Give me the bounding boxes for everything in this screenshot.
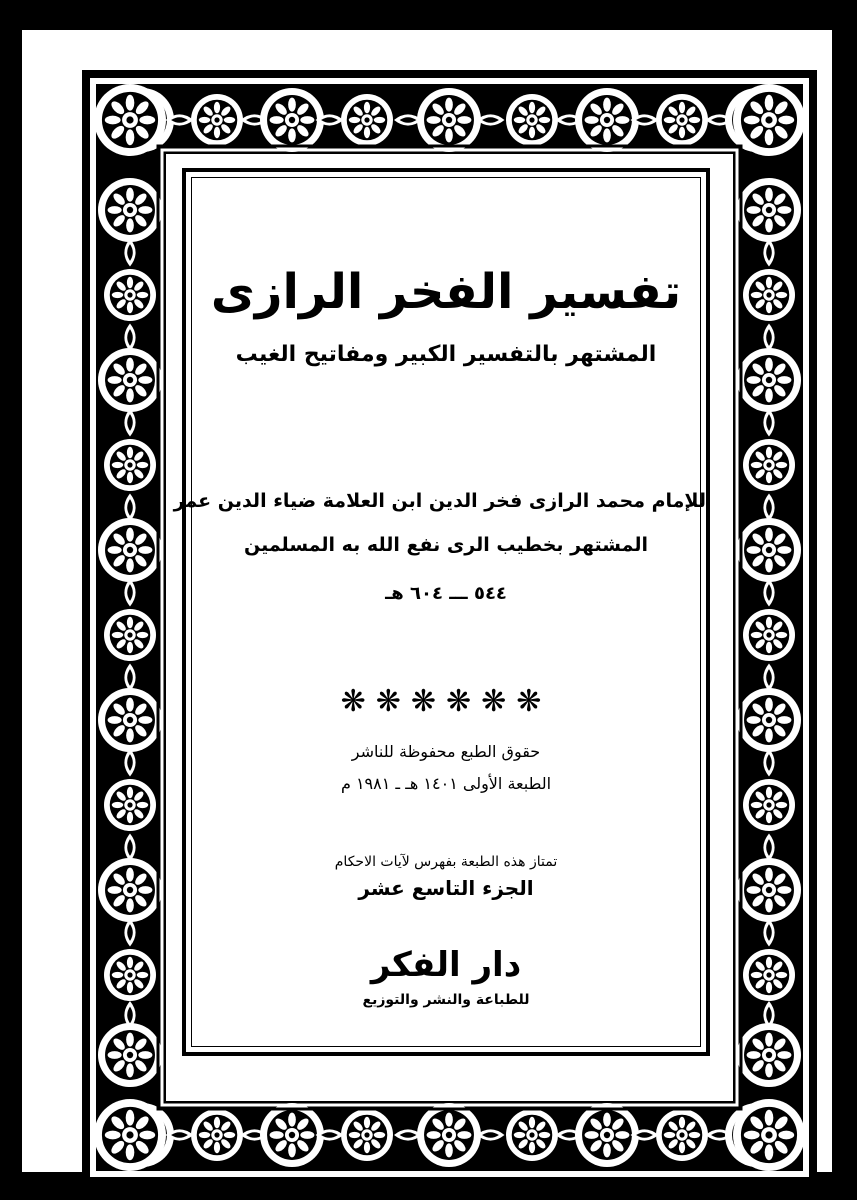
- border-medallion: [98, 688, 162, 752]
- border-medallion: [104, 439, 156, 491]
- copyright-notice: حقوق الطبع محفوظة للناشر: [351, 742, 541, 761]
- border-medallion: [656, 94, 708, 146]
- border-medallion: [743, 949, 795, 1001]
- border-medallion: [341, 1109, 393, 1161]
- publisher-logo: دار الفكر: [370, 945, 522, 985]
- border-medallion: [743, 779, 795, 831]
- border-medallion: [260, 1103, 324, 1167]
- border-medallion: [191, 1109, 243, 1161]
- book-subtitle: المشتهر بالتفسير الكبير ومفاتيح الغيب: [235, 342, 657, 367]
- border-medallion: [191, 94, 243, 146]
- border-medallion: [506, 1109, 558, 1161]
- border-medallion: [737, 688, 801, 752]
- book-title: تفسير الفخر الرازى: [210, 264, 682, 320]
- border-medallion: [98, 518, 162, 582]
- border-medallion: [737, 348, 801, 412]
- border-medallion: [733, 1099, 805, 1171]
- border-medallion: [104, 779, 156, 831]
- author-dates: ٥٤٤ ـــ ٦٠٤ هـ: [385, 583, 507, 604]
- border-medallion: [737, 518, 801, 582]
- border-medallion: [98, 1023, 162, 1087]
- border-medallion: [98, 178, 162, 242]
- border-medallion: [417, 88, 481, 152]
- border-medallion: [743, 269, 795, 321]
- title-page: [22, 30, 832, 1172]
- author-line-1: للإمام محمد الرازى فخر الدين ابن العلامة ضياء الدين عمر: [173, 490, 706, 512]
- edition-feature-note: تمتاز هذه الطبعة بفهرس لآيات الاحكام: [334, 854, 558, 870]
- border-medallion: [417, 1103, 481, 1167]
- star-ornament: ❋❋❋❋❋❋: [340, 684, 552, 719]
- border-medallion: [260, 88, 324, 152]
- border-medallion: [104, 609, 156, 661]
- border-medallion: [94, 1099, 166, 1171]
- volume-part: الجزء التاسع عشر: [358, 876, 534, 900]
- border-medallion: [104, 269, 156, 321]
- border-medallion: [94, 84, 166, 156]
- border-medallion: [737, 1023, 801, 1087]
- border-medallion: [656, 1109, 708, 1161]
- border-medallion: [341, 94, 393, 146]
- border-medallion: [737, 178, 801, 242]
- edition-line: الطبعة الأولى ١٤٠١ هـ ـ ١٩٨١ م: [340, 774, 552, 793]
- title-panel: [173, 168, 710, 1056]
- border-medallion: [733, 84, 805, 156]
- border-medallion: [743, 609, 795, 661]
- publisher-subtitle: للطباعة والنشر والتوزيع: [362, 992, 530, 1008]
- border-medallion: [104, 949, 156, 1001]
- border-medallion: [98, 858, 162, 922]
- border-medallion: [575, 1103, 639, 1167]
- border-medallion: [575, 88, 639, 152]
- border-medallion: [506, 94, 558, 146]
- border-medallion: [743, 439, 795, 491]
- border-medallion: [98, 348, 162, 412]
- author-line-2: المشتهر بخطيب الرى نفع الله به المسلمين: [243, 534, 649, 556]
- border-medallion: [737, 858, 801, 922]
